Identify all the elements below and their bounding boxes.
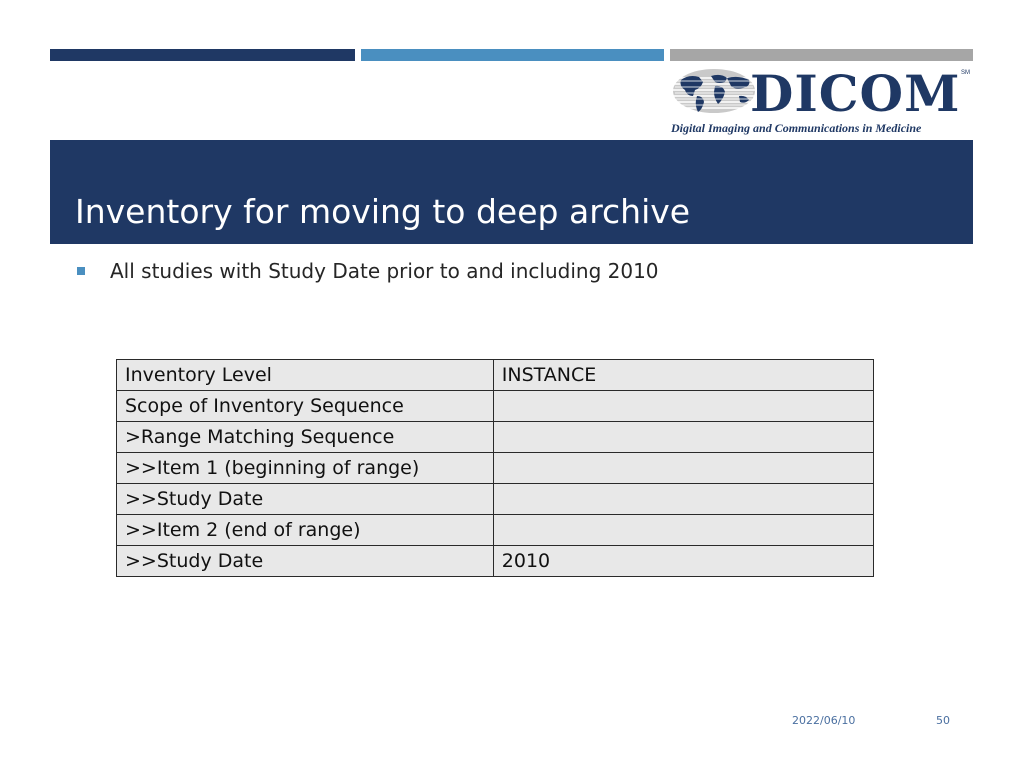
table-cell-value xyxy=(493,484,873,515)
inventory-attributes-table xyxy=(116,359,874,577)
table-cell-attribute: >>Item 2 (end of range) xyxy=(117,515,494,546)
table-row xyxy=(117,422,874,453)
table-cell-attribute: Scope of Inventory Sequence xyxy=(117,391,494,422)
bullet-text: All studies with Study Date prior to and including 2010 xyxy=(110,259,659,283)
top-accent-bar-navy xyxy=(50,49,355,61)
footer-page-number: 50 xyxy=(936,714,950,727)
table-cell-value xyxy=(493,422,873,453)
logo-trademark: SM xyxy=(961,70,970,76)
table-row xyxy=(117,515,874,546)
slide-title: Inventory for moving to deep archive xyxy=(75,192,691,231)
table-cell-value xyxy=(493,453,873,484)
table-row xyxy=(117,484,874,515)
logo-tagline: Digital Imaging and Communications in Medicine xyxy=(671,121,922,135)
title-band xyxy=(50,140,973,244)
table-row xyxy=(117,360,874,391)
table-cell-value: INSTANCE xyxy=(493,360,873,391)
table-cell-value xyxy=(493,515,873,546)
table-row xyxy=(117,546,874,577)
table-row xyxy=(117,453,874,484)
dicom-logo xyxy=(668,66,974,138)
top-accent-bar-blue xyxy=(361,49,664,61)
table-cell-attribute: >Range Matching Sequence xyxy=(117,422,494,453)
table-cell-value xyxy=(493,391,873,422)
logo-wordmark: DICOM xyxy=(750,64,961,123)
table-cell-attribute: >>Study Date xyxy=(117,546,494,577)
table-cell-attribute: >>Item 1 (beginning of range) xyxy=(117,453,494,484)
table-cell-value: 2010 xyxy=(493,546,873,577)
footer-date: 2022/06/10 xyxy=(792,714,856,727)
bullet-marker-icon xyxy=(77,267,85,275)
top-accent-bar-gray xyxy=(670,49,973,61)
table-cell-attribute: >>Study Date xyxy=(117,484,494,515)
globe-icon xyxy=(671,66,757,116)
table-cell-attribute: Inventory Level xyxy=(117,360,494,391)
table-row xyxy=(117,391,874,422)
